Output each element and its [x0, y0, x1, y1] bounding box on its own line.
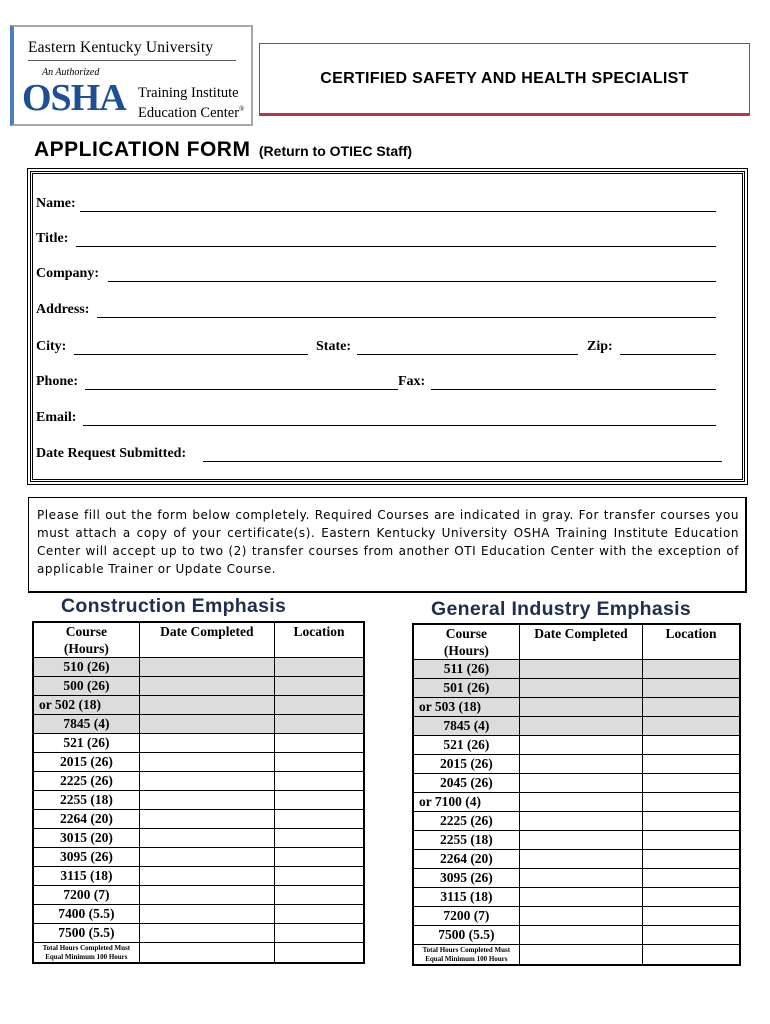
date-completed-cell[interactable]: [139, 734, 274, 753]
date-completed-cell[interactable]: [519, 907, 642, 926]
course-cell: 7400 (5.5): [33, 905, 139, 924]
date-completed-cell[interactable]: [519, 812, 642, 831]
date-completed-cell[interactable]: [519, 717, 642, 736]
course-cell: 3015 (20): [33, 829, 139, 848]
table-row: [413, 888, 740, 907]
course-cell: or 502 (18): [33, 696, 139, 715]
date-completed-column-header: Date Completed: [139, 622, 274, 658]
date-completed-column-header: Date Completed: [519, 624, 642, 660]
location-cell[interactable]: [643, 812, 740, 831]
table-row: [413, 831, 740, 850]
general-industry-emphasis-heading: General Industry Emphasis: [431, 598, 691, 620]
date-completed-cell[interactable]: [139, 829, 274, 848]
location-cell[interactable]: [643, 717, 740, 736]
date-completed-cell[interactable]: [139, 867, 274, 886]
date-completed-cell[interactable]: [139, 791, 274, 810]
address-field[interactable]: [97, 317, 716, 318]
course-cell: 2264 (20): [33, 810, 139, 829]
title-field[interactable]: [76, 246, 716, 247]
company-label: Company:: [36, 266, 100, 281]
date-completed-cell[interactable]: [139, 810, 274, 829]
zip-field[interactable]: [620, 354, 716, 355]
form-title: CERTIFIED SAFETY AND HEALTH SPECIALIST: [320, 69, 689, 87]
location-cell[interactable]: [643, 660, 740, 679]
table-row: [33, 905, 364, 924]
logo-university-name: Eastern Kentucky University: [28, 39, 214, 56]
table-row: [413, 679, 740, 698]
location-cell[interactable]: [274, 924, 364, 943]
location-cell[interactable]: [274, 696, 364, 715]
date-completed-cell[interactable]: [519, 869, 642, 888]
course-cell: 7200 (7): [33, 886, 139, 905]
phone-label: Phone:: [36, 374, 78, 389]
table-row: [33, 848, 364, 867]
course-cell: 521 (26): [413, 736, 519, 755]
form-title-box: [259, 43, 750, 116]
table-row: [413, 755, 740, 774]
location-cell[interactable]: [274, 905, 364, 924]
instructions-box: [28, 497, 747, 593]
date-completed-cell[interactable]: [139, 715, 274, 734]
location-cell[interactable]: [274, 734, 364, 753]
total-hours-date-cell[interactable]: [139, 943, 274, 964]
course-cell: 510 (26): [33, 658, 139, 677]
course-cell: 2015 (26): [33, 753, 139, 772]
return-note: (Return to OTIEC Staff): [258, 143, 413, 159]
table-row: [413, 774, 740, 793]
table-row: [33, 658, 364, 677]
location-cell[interactable]: [274, 677, 364, 696]
date-completed-cell[interactable]: [519, 793, 642, 812]
course-cell: 3095 (26): [413, 869, 519, 888]
table-row: [413, 869, 740, 888]
total-hours-location-cell[interactable]: [643, 945, 740, 966]
table-row: [413, 907, 740, 926]
construction-course-table: [32, 621, 365, 964]
table-header-row: [413, 624, 740, 660]
location-cell[interactable]: [274, 791, 364, 810]
table-row: [33, 924, 364, 943]
table-row: [33, 734, 364, 753]
course-cell: 7200 (7): [413, 907, 519, 926]
course-cell: 2045 (26): [413, 774, 519, 793]
phone-field[interactable]: [85, 389, 398, 390]
location-cell[interactable]: [643, 755, 740, 774]
course-column-header: [33, 622, 139, 658]
course-cell: or 503 (18): [413, 698, 519, 717]
course-cell: 2264 (20): [413, 850, 519, 869]
course-header-label: Course: [65, 624, 108, 639]
table-row: [33, 886, 364, 905]
table-row: [413, 736, 740, 755]
date-request-field[interactable]: [203, 461, 722, 462]
date-completed-cell[interactable]: [519, 926, 642, 945]
table-row: [413, 660, 740, 679]
total-hours-note: Total Hours Completed Must Equal Minimum 100 Hours: [33, 943, 139, 964]
date-completed-cell[interactable]: [519, 888, 642, 907]
address-label: Address:: [36, 302, 90, 317]
course-cell: 501 (26): [413, 679, 519, 698]
table-row: [33, 715, 364, 734]
course-cell: 3115 (18): [413, 888, 519, 907]
date-completed-cell[interactable]: [139, 886, 274, 905]
construction-emphasis-heading: Construction Emphasis: [61, 595, 287, 617]
course-cell: 7500 (5.5): [413, 926, 519, 945]
location-cell[interactable]: [274, 753, 364, 772]
company-field[interactable]: [108, 281, 716, 282]
table-row: [413, 717, 740, 736]
course-cell: 2255 (18): [413, 831, 519, 850]
instructions-text: Please fill out the form below completely. Required Courses are indicated in gray. For transfer courses you must attach a copy of your certificate(s). Eastern Kentucky University OSHA Training Institute Education Center will accept up to two (2) transfer courses from another OTI Education Center with the exception of applicable Trainer or Update Course.: [37, 508, 739, 576]
total-hours-location-cell[interactable]: [274, 943, 364, 964]
logo-osha-wordmark: OSHA: [22, 77, 126, 119]
fax-label: Fax:: [398, 374, 426, 389]
logo-training-institute: [138, 85, 244, 121]
course-cell: 521 (26): [33, 734, 139, 753]
table-row: [413, 926, 740, 945]
state-field[interactable]: [357, 354, 578, 355]
location-cell[interactable]: [643, 888, 740, 907]
table-row: [33, 753, 364, 772]
course-cell: 7845 (4): [33, 715, 139, 734]
table-row: [413, 793, 740, 812]
application-heading: [34, 138, 412, 162]
course-cell: 7845 (4): [413, 717, 519, 736]
location-cell[interactable]: [274, 715, 364, 734]
course-cell: 2225 (26): [413, 812, 519, 831]
general-industry-course-table: [412, 623, 741, 966]
zip-label: Zip:: [587, 339, 613, 354]
course-cell: 2015 (26): [413, 755, 519, 774]
applicant-info-box: [27, 168, 748, 485]
location-cell[interactable]: [274, 772, 364, 791]
title-label: Title:: [36, 231, 69, 246]
date-completed-cell[interactable]: [519, 736, 642, 755]
location-cell[interactable]: [643, 679, 740, 698]
date-completed-cell[interactable]: [139, 658, 274, 677]
location-cell[interactable]: [643, 850, 740, 869]
location-cell[interactable]: [274, 867, 364, 886]
date-completed-cell[interactable]: [139, 905, 274, 924]
date-completed-cell[interactable]: [519, 698, 642, 717]
table-header-row: [33, 622, 364, 658]
location-cell[interactable]: [643, 907, 740, 926]
date-completed-cell[interactable]: [519, 679, 642, 698]
location-cell[interactable]: [643, 793, 740, 812]
logo-training-institute-line: Training Institute: [138, 85, 239, 101]
table-row: [33, 829, 364, 848]
date-completed-cell[interactable]: [519, 831, 642, 850]
course-column-header: [413, 624, 519, 660]
course-cell: 500 (26): [33, 677, 139, 696]
location-cell[interactable]: [643, 926, 740, 945]
logo-education-center-line: Education Center®: [138, 104, 245, 121]
date-request-label: Date Request Submitted:: [36, 446, 187, 461]
course-cell: 2225 (26): [33, 772, 139, 791]
table-row: [33, 810, 364, 829]
table-row: [33, 791, 364, 810]
total-hours-row: [413, 945, 740, 966]
location-column-header: Location: [643, 624, 740, 660]
course-cell: 2255 (18): [33, 791, 139, 810]
course-cell: 3095 (26): [33, 848, 139, 867]
location-cell[interactable]: [274, 886, 364, 905]
table-row: [413, 850, 740, 869]
email-label: Email:: [36, 410, 77, 425]
location-column-header: Location: [274, 622, 364, 658]
location-cell[interactable]: [643, 698, 740, 717]
total-hours-date-cell[interactable]: [519, 945, 642, 966]
location-cell[interactable]: [643, 736, 740, 755]
name-label: Name:: [36, 196, 76, 211]
date-completed-cell[interactable]: [139, 924, 274, 943]
table-row: [413, 812, 740, 831]
fax-field[interactable]: [431, 389, 716, 390]
name-field[interactable]: [80, 211, 716, 212]
course-cell: 7500 (5.5): [33, 924, 139, 943]
city-field[interactable]: [74, 354, 308, 355]
location-cell[interactable]: [274, 810, 364, 829]
date-completed-cell[interactable]: [139, 677, 274, 696]
location-cell[interactable]: [274, 829, 364, 848]
location-cell[interactable]: [274, 848, 364, 867]
table-row: [33, 696, 364, 715]
location-cell[interactable]: [643, 774, 740, 793]
total-hours-row: [33, 943, 364, 964]
total-hours-note: Total Hours Completed Must Equal Minimum 100 Hours: [413, 945, 519, 966]
logo-divider: [28, 60, 236, 61]
table-row: [33, 772, 364, 791]
location-cell[interactable]: [643, 831, 740, 850]
state-label: State:: [316, 339, 351, 354]
date-completed-cell[interactable]: [519, 755, 642, 774]
date-completed-cell[interactable]: [519, 660, 642, 679]
date-completed-cell[interactable]: [139, 696, 274, 715]
application-form-label: APPLICATION FORM: [34, 138, 251, 161]
course-header-label: Course: [445, 626, 487, 641]
date-completed-cell[interactable]: [519, 774, 642, 793]
location-cell[interactable]: [274, 658, 364, 677]
city-label: City:: [36, 339, 67, 354]
date-completed-cell[interactable]: [139, 848, 274, 867]
logo-authorized-text: An Authorized: [42, 67, 100, 78]
hours-header-label: (Hours): [63, 641, 109, 656]
date-completed-cell[interactable]: [139, 753, 274, 772]
course-cell: 511 (26): [413, 660, 519, 679]
table-row: [33, 867, 364, 886]
email-field[interactable]: [83, 425, 716, 426]
table-row: [33, 677, 364, 696]
table-row: [413, 698, 740, 717]
location-cell[interactable]: [643, 869, 740, 888]
course-cell: 3115 (18): [33, 867, 139, 886]
date-completed-cell[interactable]: [139, 772, 274, 791]
course-cell: or 7100 (4): [413, 793, 519, 812]
date-completed-cell[interactable]: [519, 850, 642, 869]
eku-osha-logo: [10, 25, 253, 126]
hours-header-label: (Hours): [443, 643, 489, 658]
logo-registered-mark: ®: [239, 105, 245, 113]
